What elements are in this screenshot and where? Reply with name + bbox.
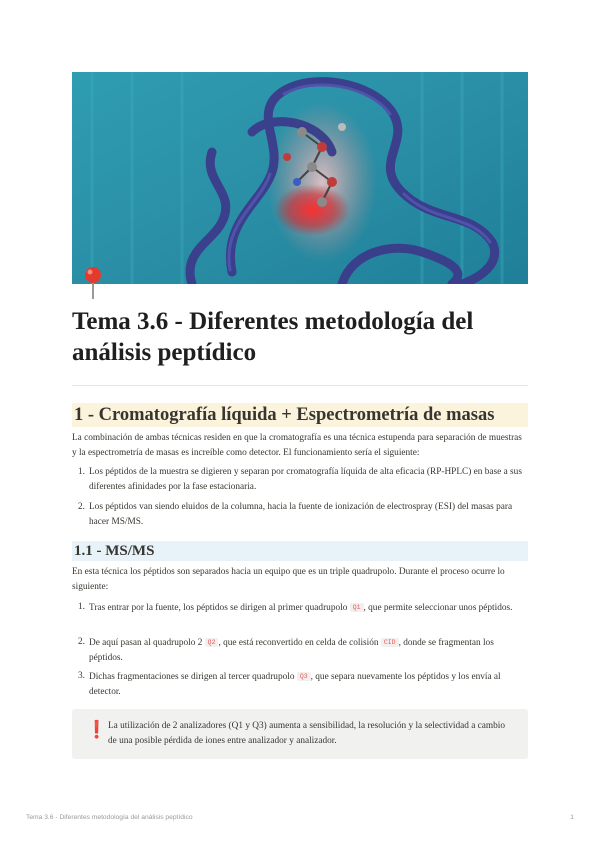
title-divider: [72, 385, 528, 386]
list-text: Dichas fragmentaciones se dirigen al tercer quadrupolo Q3 , que separa nuevamente los péptidos y los envía al detector.: [89, 672, 501, 697]
list-text: Los péptidos van siendo eluidos de la columna, hacia la fuente de ionización de electrospray (ESI) del masas para hacer MS/MS.: [89, 502, 513, 527]
list-text: Tras entrar por la fuente, los péptidos se dirigen al primer quadrupolo Q1 , que permite seleccionar unos péptidos.: [89, 603, 513, 613]
list-item: [72, 600, 528, 616]
callout-text: La utilización de 2 analizadores (Q1 y Q3) aumenta a sensibilidad, la resolución y la selectividad a cambio de una posible pérdida de iones entre analizador y analizador.: [108, 721, 506, 746]
inline-code: Q2: [205, 638, 219, 647]
cover-image: [72, 72, 528, 284]
list-text: Los péptidos de la muestra se digieren y separan por cromatografía líquida de alta eficacia (RP-HPLC) en base a sus diferentes afinidades por la fase estacionaria.: [89, 467, 522, 492]
list-item: [72, 465, 528, 495]
list-number: 1.: [78, 467, 85, 477]
pushpin-icon: [82, 266, 104, 300]
list-item: [72, 669, 528, 700]
inline-code: Q3: [297, 672, 311, 681]
section-1-1-intro: En esta técnica los péptidos son separados hacia un equipo que es un triple quadrupolo. Durante el proceso ocurre lo siguiente:: [72, 567, 505, 592]
list-number: 2.: [78, 637, 85, 647]
footer-title: Tema 3.6 - Diferentes metodología del análisis peptídico: [26, 814, 193, 821]
page-number: 1: [570, 814, 574, 821]
page-title: Tema 3.6 - Diferentes metodología del análisis peptídico: [72, 308, 474, 366]
list-text: De aquí pasan al quadrupolo 2 Q2 , que está reconvertido en celda de colisión CID , donde se fragmentan los péptidos.: [89, 638, 494, 663]
section-1-intro: La combinación de ambas técnicas residen en que la cromatografía es una técnica estupenda para separación de muestras y la espectrometría de masas es increíble como detector. El funcionamiento sería el siguiente:: [72, 433, 522, 458]
list-item: [72, 500, 528, 530]
inline-code: CID: [381, 638, 399, 647]
section-heading-1: 1 - Cromatografía líquida + Espectrometría de masas: [72, 403, 528, 427]
callout-box: [72, 709, 528, 759]
inline-code: Q1: [350, 603, 364, 612]
section-heading-1-1: 1.1 - MS/MS: [72, 541, 528, 561]
list-item: [72, 635, 528, 666]
list-number: 1.: [78, 602, 85, 612]
list-number: 2.: [78, 502, 85, 512]
page-footer: [26, 812, 574, 824]
list-number: 3.: [78, 671, 85, 681]
exclamation-icon: ❗: [86, 720, 108, 740]
protein-structure-image: [72, 72, 528, 284]
